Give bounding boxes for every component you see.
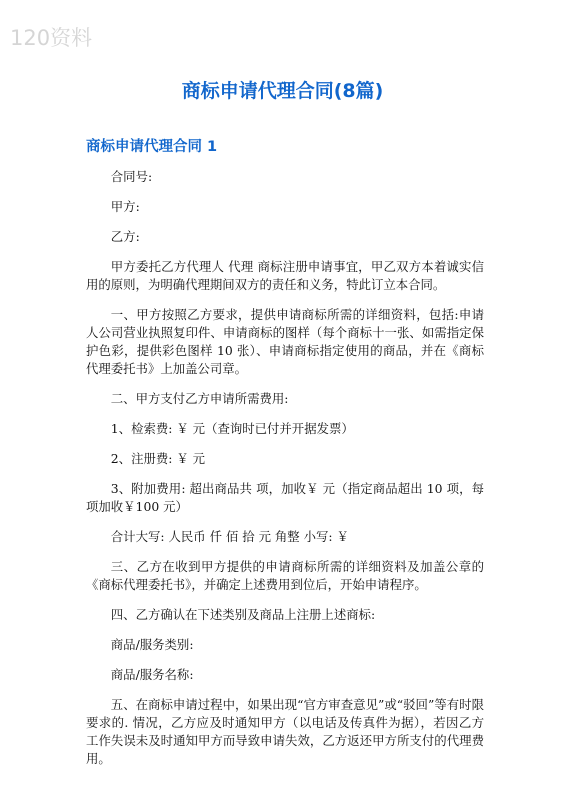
paragraph-clause-4: 四、乙方确认在下述类别及商品上注册上述商标: — [110, 607, 376, 622]
paragraph-goods-class: 商品/服务类别: — [110, 637, 194, 652]
section-title: 商标申请代理合同 1 — [86, 139, 218, 155]
paragraph-fee-search: 1、检索费: ￥ 元（查询时已付并开据发票） — [110, 421, 354, 436]
document-title: 商标申请代理合同(8篇) — [181, 80, 384, 102]
paragraph-clause-1: 一、甲方按照乙方要求，提供申请商标所需的详细资料，包括:申请人公司营业执照复印件、申请商标的图样（每个商标十一张、如需指定保护色彩，提供彩色图样 10 张）、申请商标指定使用的商品，并在《商标代理委托书》上加盖公司章。 — [86, 307, 484, 376]
paragraph-contract-number: 合同号: — [110, 169, 153, 184]
paragraph-clause-5: 五、在商标申请过程中，如果出现“官方审查意见”或“驳回”等有时限要求的. 情况，乙方应及时通知甲方（以电话及传真件为据），若因乙方工作失误未及时通知甲方而导致申请失效，乙方返还甲方所支付的代理费用。 — [86, 697, 484, 766]
paragraph-fee-registration: 2、注册费: ￥ 元 — [110, 451, 206, 466]
paragraph-clause-3: 三、乙方在收到甲方提供的申请商标所需的详细资料及加盖公章的《商标代理委托书》，并确定上述费用到位后，开始申请程序。 — [86, 559, 484, 592]
paragraph-goods-name: 商品/服务名称: — [110, 667, 194, 682]
watermark: 120资料 — [10, 26, 93, 50]
paragraph-fee-total: 合计大写: 人民币 仟 佰 拾 元 角整 小写: ￥ — [110, 529, 349, 544]
paragraph-party-b: 乙方: — [110, 229, 140, 244]
contract-body — [86, 168, 484, 780]
paragraph-preamble: 甲方委托乙方代理人 代理 商标注册申请事宜，甲乙双方本着诚实信用的原则，为明确代理期间双方的责任和义务，特此订立本合同。 — [86, 259, 484, 292]
paragraph-party-a: 甲方: — [110, 199, 140, 214]
paragraph-clause-2: 二、甲方支付乙方申请所需费用: — [110, 391, 289, 406]
paragraph-fee-additional: 3、附加费用: 超出商品共 项，加收￥ 元（指定商品超出 10 项，每项加收￥100 元） — [86, 481, 484, 514]
